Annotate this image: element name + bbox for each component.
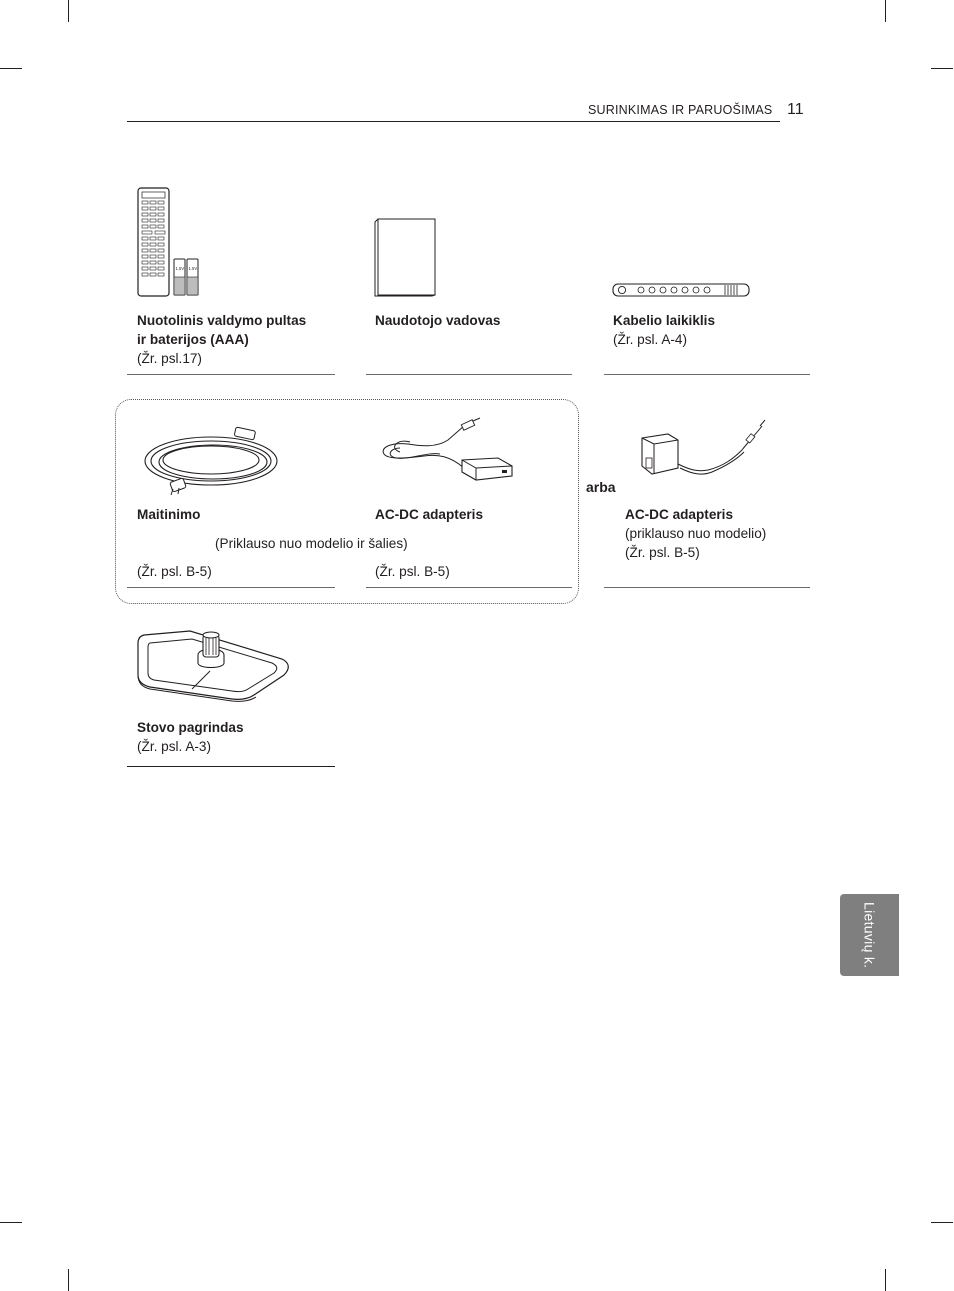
cable-holder-illustration (612, 283, 752, 299)
item-rule (366, 587, 572, 588)
item-rule (127, 587, 335, 588)
item-rule (127, 766, 335, 767)
remote-item-text (137, 311, 337, 368)
page-reference: (Žr. psl. A-3) (137, 739, 212, 754)
power-cord-item-text (137, 505, 337, 524)
item-rule (604, 374, 810, 375)
item-title: ir baterijos (AAA) (137, 332, 249, 347)
power-cord-illustration (143, 425, 283, 497)
crop-mark (885, 0, 886, 22)
crop-mark (0, 68, 22, 69)
item-title: Nuotolinis valdymo pultas (137, 313, 307, 328)
crop-mark (0, 1222, 22, 1223)
page-number: 11 (787, 101, 804, 118)
item-rule (604, 587, 810, 588)
item-rule (127, 374, 335, 375)
item-title: Naudotojo vadovas (375, 313, 501, 328)
ac-dc-adapter-wall-illustration (638, 420, 772, 492)
adapter1-item-text (375, 505, 575, 524)
crop-mark (931, 68, 953, 69)
page-reference: (Žr. psl.17) (137, 351, 202, 366)
battery-label: 1.5V (175, 266, 185, 271)
language-tab-label: Lietuvių k. (861, 901, 878, 969)
crop-mark (885, 1269, 886, 1291)
adapter2-item-text (625, 505, 825, 562)
page-reference: (Žr. psl. A-4) (613, 332, 688, 347)
item-title: Maitinimo (137, 507, 201, 522)
manual-item-text (375, 311, 575, 330)
page-reference: (Žr. psl. B-5) (625, 545, 700, 560)
crop-mark (68, 1269, 69, 1291)
stand-base-item-text (137, 718, 337, 756)
language-tab (840, 894, 899, 976)
manual-book-illustration (374, 218, 438, 298)
header-rule (127, 121, 780, 122)
battery-label: 1.5V (188, 266, 198, 271)
crop-mark (68, 0, 69, 22)
model-dependency-note: (Priklauso nuo modelio ir šalies) (215, 536, 408, 551)
model-dependency-note: (priklauso nuo modelio) (625, 526, 767, 541)
item-title: AC-DC adapteris (625, 507, 734, 522)
adapter1-ref: (Žr. psl. B-5) (375, 564, 450, 579)
item-title: Kabelio laikiklis (613, 313, 715, 328)
or-label: arba (586, 479, 616, 495)
section-title: SURINKIMAS IR PARUOŠIMAS (588, 103, 773, 117)
item-title: AC-DC adapteris (375, 507, 484, 522)
item-title: Stovo pagrindas (137, 720, 244, 735)
power-cord-ref: (Žr. psl. B-5) (137, 564, 212, 579)
stand-base-illustration (136, 625, 294, 701)
crop-mark (931, 1222, 953, 1223)
remote-control-illustration (137, 187, 207, 299)
ac-dc-adapter-illustration (380, 418, 520, 490)
cable-holder-item-text (613, 311, 813, 349)
item-rule (366, 374, 572, 375)
